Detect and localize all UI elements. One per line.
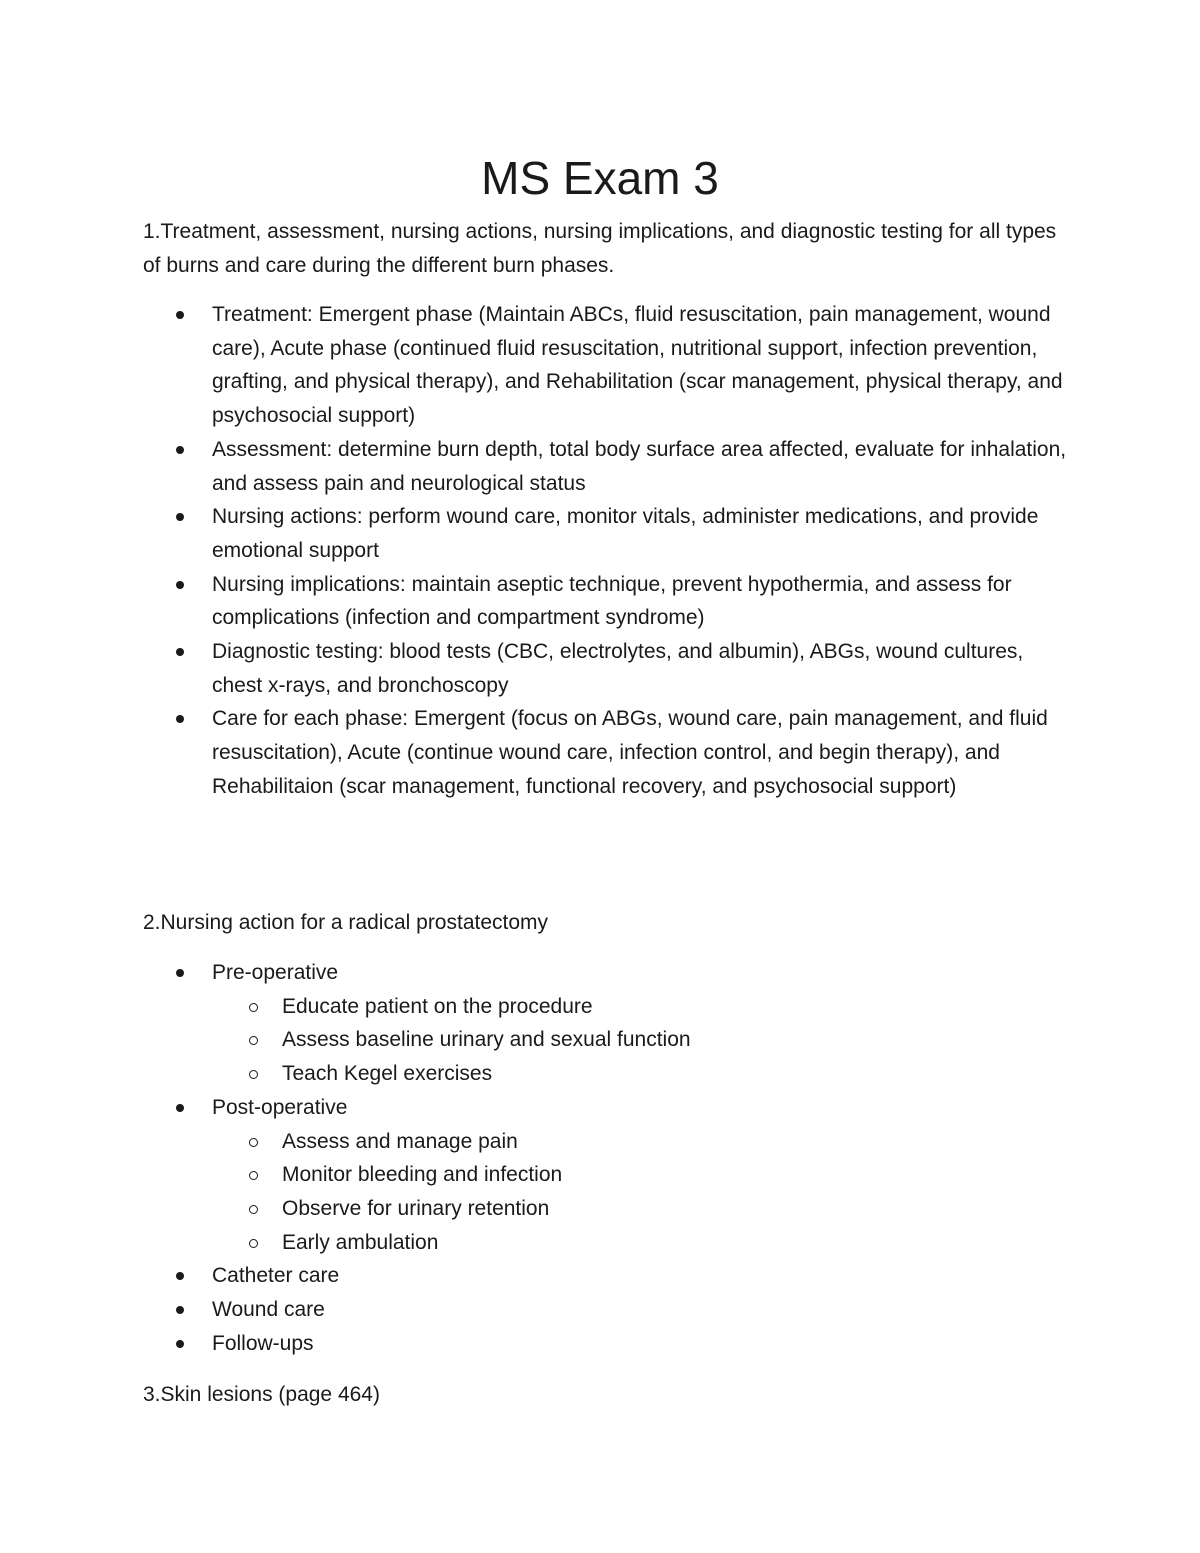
sublist-item-text: Assess baseline urinary and sexual function — [282, 1028, 691, 1052]
list-item — [212, 1293, 1072, 1327]
list-item-text: Catheter care — [212, 1264, 340, 1288]
hollow-bullet-icon — [249, 1003, 258, 1012]
bullet-icon — [176, 513, 184, 521]
list-item — [212, 500, 1072, 567]
sublist-item — [282, 1023, 1072, 1057]
sublist-item-text: Teach Kegel exercises — [282, 1062, 493, 1086]
list-item — [212, 635, 1072, 702]
bullet-icon — [176, 581, 184, 589]
list-item-text: Care for each phase: Emergent (focus on ABGs, wound care, pain management, and fluid resuscitation), Acute (continue wound care, infection control, and begin therapy), and Rehabilitaion (scar management, functional recovery, and psychosocial support) — [212, 707, 1048, 798]
hollow-bullet-icon — [249, 1138, 258, 1147]
hollow-bullet-icon — [249, 1239, 258, 1248]
list-item-text: Assessment: determine burn depth, total body surface area affected, evaluate for inhalation, and assess pain and neurological status — [212, 437, 1067, 495]
sublist-item-text: Educate patient on the procedure — [282, 994, 593, 1018]
sublist-item-text: Early ambulation — [282, 1230, 439, 1254]
list-item-text: Wound care — [212, 1298, 325, 1322]
list-item-text: Pre-operative — [212, 961, 339, 984]
postop-sublist — [212, 1125, 1072, 1260]
bullet-icon — [176, 648, 184, 656]
list-item — [212, 568, 1072, 635]
bullet-icon — [176, 1104, 184, 1112]
bullet-icon — [176, 1340, 184, 1348]
question-3-heading: 3.Skin lesions (page 464) — [143, 1383, 380, 1406]
list-item-text: Follow-ups — [212, 1331, 314, 1355]
question-1-heading: 1.Treatment, assessment, nursing actions, nursing implications, and diagnostic testing for all types of burns and care during the different burn phases. — [143, 220, 1057, 277]
list-item — [212, 433, 1072, 500]
bullet-icon — [176, 311, 184, 319]
list-item-preop — [212, 956, 1072, 1091]
bullet-icon — [176, 969, 184, 977]
hollow-bullet-icon — [249, 1070, 258, 1079]
hollow-bullet-icon — [249, 1036, 258, 1045]
hollow-bullet-icon — [249, 1205, 258, 1214]
page-title: MS Exam 3 — [481, 152, 719, 204]
question-1-bullet-list — [0, 298, 1200, 804]
sublist-item — [282, 1125, 1072, 1159]
question-2-bullet-list — [0, 956, 1200, 1360]
list-item-text: Nursing actions: perform wound care, monitor vitals, administer medications, and provide emotional support — [212, 505, 1039, 562]
list-item-text: Nursing implications: maintain aseptic technique, prevent hypothermia, and assess for complications (infection and compartment syndrome) — [212, 572, 1012, 630]
bullet-icon — [176, 1272, 184, 1280]
sublist-item — [282, 1057, 1072, 1091]
list-item-text: Diagnostic testing: blood tests (CBC, electrolytes, and albumin), ABGs, wound cultures, chest x-rays, and bronchoscopy — [212, 640, 1024, 697]
bullet-icon — [176, 1306, 184, 1314]
list-item-postop — [212, 1091, 1072, 1260]
question-2-heading: 2.Nursing action for a radical prostatectomy — [143, 911, 549, 934]
list-item — [212, 1259, 1072, 1293]
sublist-item-text: Monitor bleeding and infection — [282, 1163, 563, 1187]
sublist-item — [282, 990, 1072, 1024]
list-item — [212, 298, 1072, 433]
sublist-item-text: Assess and manage pain — [282, 1129, 518, 1153]
hollow-bullet-icon — [249, 1171, 258, 1180]
bullet-icon — [176, 715, 184, 723]
preop-sublist — [212, 990, 1072, 1091]
list-item-text: Post-operative — [212, 1095, 348, 1119]
sublist-item-text: Observe for urinary retention — [282, 1196, 550, 1220]
list-item-text: Treatment: Emergent phase (Maintain ABCs, fluid resuscitation, pain management, wound care), Acute phase (continued fluid resuscitation, nutritional support, infection prevention, grafting, and physical therapy), and Rehabilitation (scar management, physical therapy, and psychosocial support) — [212, 303, 1063, 428]
list-item — [212, 702, 1072, 803]
sublist-item — [282, 1158, 1072, 1192]
sublist-item — [282, 1192, 1072, 1226]
sublist-item — [282, 1226, 1072, 1260]
list-item — [212, 1327, 1072, 1361]
bullet-icon — [176, 446, 184, 454]
